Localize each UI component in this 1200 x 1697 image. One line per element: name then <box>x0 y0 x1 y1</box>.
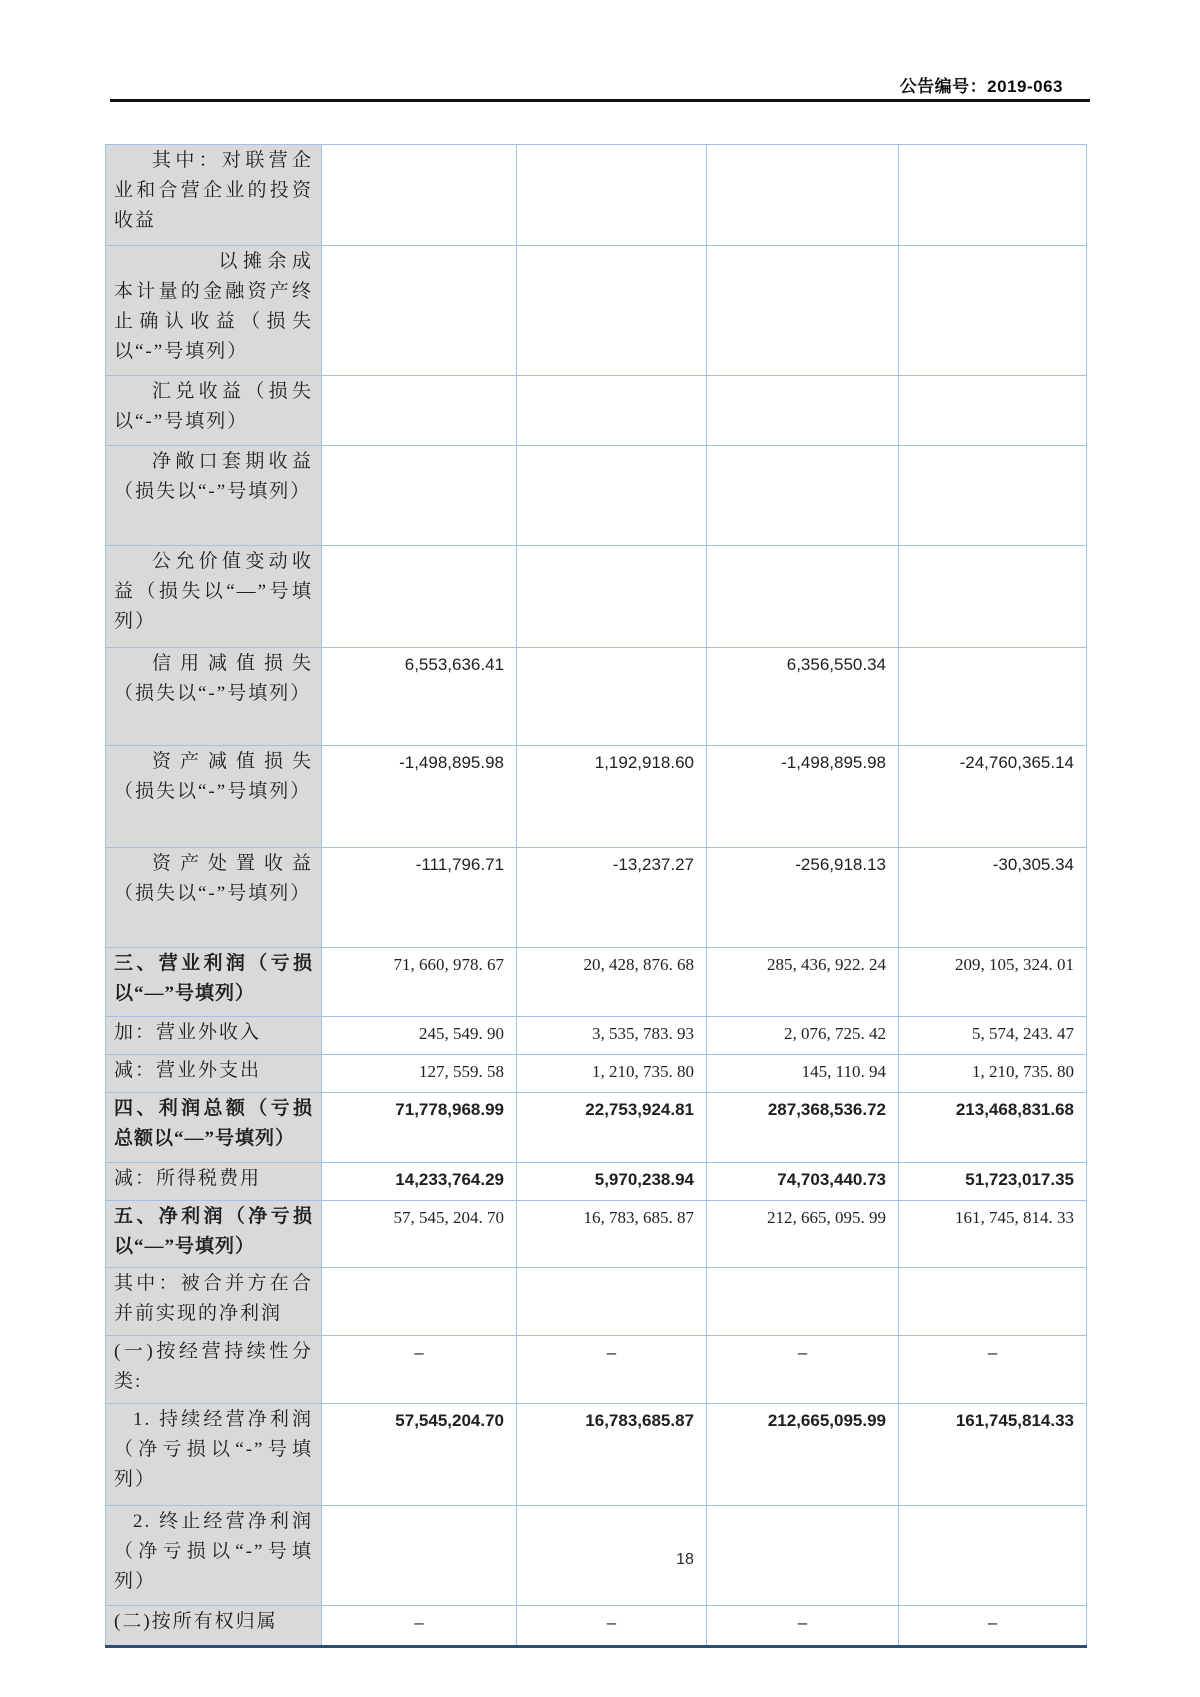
cell-value: 71, 660, 978. 67 <box>322 948 517 1017</box>
cell-value <box>322 246 517 376</box>
cell-value: 2, 076, 725. 42 <box>707 1017 899 1055</box>
table-row <box>106 1163 1087 1201</box>
cell-value: – <box>517 1336 707 1404</box>
cell-value: 6,356,550.34 <box>707 648 899 746</box>
table-row <box>106 1093 1087 1163</box>
row-label: 公允价值变动收益（损失以“—”号填列） <box>106 546 322 648</box>
cell-value <box>322 1268 517 1336</box>
income-statement-table <box>105 144 1087 1648</box>
cell-value: -30,305.34 <box>899 848 1087 948</box>
cell-value: 5, 574, 243. 47 <box>899 1017 1087 1055</box>
page-number: 18 <box>676 1551 694 1568</box>
cell-value <box>517 546 707 648</box>
cell-value: 145, 110. 94 <box>707 1055 899 1093</box>
cell-value: -111,796.71 <box>322 848 517 948</box>
row-label: 净敞口套期收益（损失以“-”号填列） <box>106 446 322 546</box>
table-row <box>106 1201 1087 1268</box>
cell-value <box>899 546 1087 648</box>
cell-value <box>322 376 517 446</box>
cell-value <box>899 1506 1087 1606</box>
table-row <box>106 246 1087 376</box>
row-label: (一)按经营持续性分类: <box>106 1336 322 1404</box>
row-label: (二)按所有权归属 <box>106 1606 322 1647</box>
announcement-number: 公告编号：2019-063 <box>899 77 1063 96</box>
cell-value: 22,753,924.81 <box>517 1093 707 1163</box>
row-label: 汇兑收益（损失以“-”号填列） <box>106 376 322 446</box>
table-row <box>106 1017 1087 1055</box>
cell-value: 127, 559. 58 <box>322 1055 517 1093</box>
cell-value: 14,233,764.29 <box>322 1163 517 1201</box>
cell-value <box>899 1268 1087 1336</box>
cell-value: 161, 745, 814. 33 <box>899 1201 1087 1268</box>
cell-value: 20, 428, 876. 68 <box>517 948 707 1017</box>
cell-value: -256,918.13 <box>707 848 899 948</box>
cell-value: 3, 535, 783. 93 <box>517 1017 707 1055</box>
cell-value <box>899 376 1087 446</box>
cell-value: 287,368,536.72 <box>707 1093 899 1163</box>
cell-value: -24,760,365.14 <box>899 746 1087 848</box>
cell-value <box>517 446 707 546</box>
row-label: 加：营业外收入 <box>106 1017 322 1055</box>
row-label: 五、净利润（净亏损以“—”号填列） <box>106 1201 322 1268</box>
cell-value: 1, 210, 735. 80 <box>899 1055 1087 1093</box>
cell-value: 16, 783, 685. 87 <box>517 1201 707 1268</box>
cell-value <box>517 246 707 376</box>
row-label: 资产处置收益（损失以“-”号填列） <box>106 848 322 948</box>
table-row <box>106 1606 1087 1647</box>
row-label: 减：所得税费用 <box>106 1163 322 1201</box>
cell-value: 6,553,636.41 <box>322 648 517 746</box>
cell-value <box>899 446 1087 546</box>
cell-value: 1,192,918.60 <box>517 746 707 848</box>
cell-value: -13,237.27 <box>517 848 707 948</box>
cell-value <box>322 546 517 648</box>
cell-value: – <box>517 1606 707 1647</box>
row-label: 其中：对联营企业和合营企业的投资收益 <box>106 145 322 246</box>
row-label: 其中：被合并方在合并前实现的净利润 <box>106 1268 322 1336</box>
cell-value: – <box>707 1606 899 1647</box>
table-row <box>106 648 1087 746</box>
row-label: 2. 终止经营净利润（净亏损以“-”号填列） <box>106 1506 322 1606</box>
table-row <box>106 145 1087 246</box>
cell-value: – <box>899 1606 1087 1647</box>
cell-value <box>517 376 707 446</box>
cell-value: 212,665,095.99 <box>707 1404 899 1506</box>
cell-value: 161,745,814.33 <box>899 1404 1087 1506</box>
cell-value: – <box>322 1336 517 1404</box>
cell-value <box>517 648 707 746</box>
cell-value: 57, 545, 204. 70 <box>322 1201 517 1268</box>
cell-value <box>322 145 517 246</box>
row-label: 以摊余成本计量的金融资产终止确认收益（损失以“-”号填列） <box>106 246 322 376</box>
cell-value <box>707 546 899 648</box>
cell-value <box>322 1506 517 1606</box>
cell-value: -1,498,895.98 <box>707 746 899 848</box>
cell-value <box>517 1268 707 1336</box>
table-row <box>106 1404 1087 1506</box>
cell-value: 1, 210, 735. 80 <box>517 1055 707 1093</box>
cell-value: 74,703,440.73 <box>707 1163 899 1201</box>
cell-value <box>899 145 1087 246</box>
cell-value: 213,468,831.68 <box>899 1093 1087 1163</box>
cell-value: 71,778,968.99 <box>322 1093 517 1163</box>
cell-value <box>707 446 899 546</box>
cell-value: 245, 549. 90 <box>322 1017 517 1055</box>
table-row <box>106 1506 1087 1606</box>
cell-value <box>322 446 517 546</box>
cell-value: 212, 665, 095. 99 <box>707 1201 899 1268</box>
row-label: 1. 持续经营净利润（净亏损以“-”号填列） <box>106 1404 322 1506</box>
cell-value: 5,970,238.94 <box>517 1163 707 1201</box>
header-rule <box>110 99 1090 102</box>
row-label: 减：营业外支出 <box>106 1055 322 1093</box>
cell-value: 209, 105, 324. 01 <box>899 948 1087 1017</box>
cell-value <box>707 1268 899 1336</box>
table-row <box>106 546 1087 648</box>
table-row <box>106 1268 1087 1336</box>
table-row <box>106 848 1087 948</box>
row-label: 三、营业利润（亏损以“—”号填列） <box>106 948 322 1017</box>
cell-value: – <box>322 1606 517 1647</box>
table-row <box>106 746 1087 848</box>
cell-value <box>707 246 899 376</box>
table-row <box>106 376 1087 446</box>
cell-value: – <box>899 1336 1087 1404</box>
table-row <box>106 1055 1087 1093</box>
cell-value: 16,783,685.87 <box>517 1404 707 1506</box>
row-label: 四、利润总额（亏损总额以“—”号填列） <box>106 1093 322 1163</box>
cell-value <box>899 246 1087 376</box>
table-row <box>106 446 1087 546</box>
table-row <box>106 1336 1087 1404</box>
cell-value <box>707 145 899 246</box>
cell-value: 57,545,204.70 <box>322 1404 517 1506</box>
cell-value <box>707 1506 899 1606</box>
row-label: 资产减值损失（损失以“-”号填列） <box>106 746 322 848</box>
cell-value: – <box>707 1336 899 1404</box>
row-label: 信用减值损失（损失以“-”号填列） <box>106 648 322 746</box>
cell-value: 285, 436, 922. 24 <box>707 948 899 1017</box>
cell-value: -1,498,895.98 <box>322 746 517 848</box>
table-row <box>106 948 1087 1017</box>
cell-value <box>517 145 707 246</box>
cell-value: 51,723,017.35 <box>899 1163 1087 1201</box>
cell-value <box>899 648 1087 746</box>
cell-value <box>707 376 899 446</box>
